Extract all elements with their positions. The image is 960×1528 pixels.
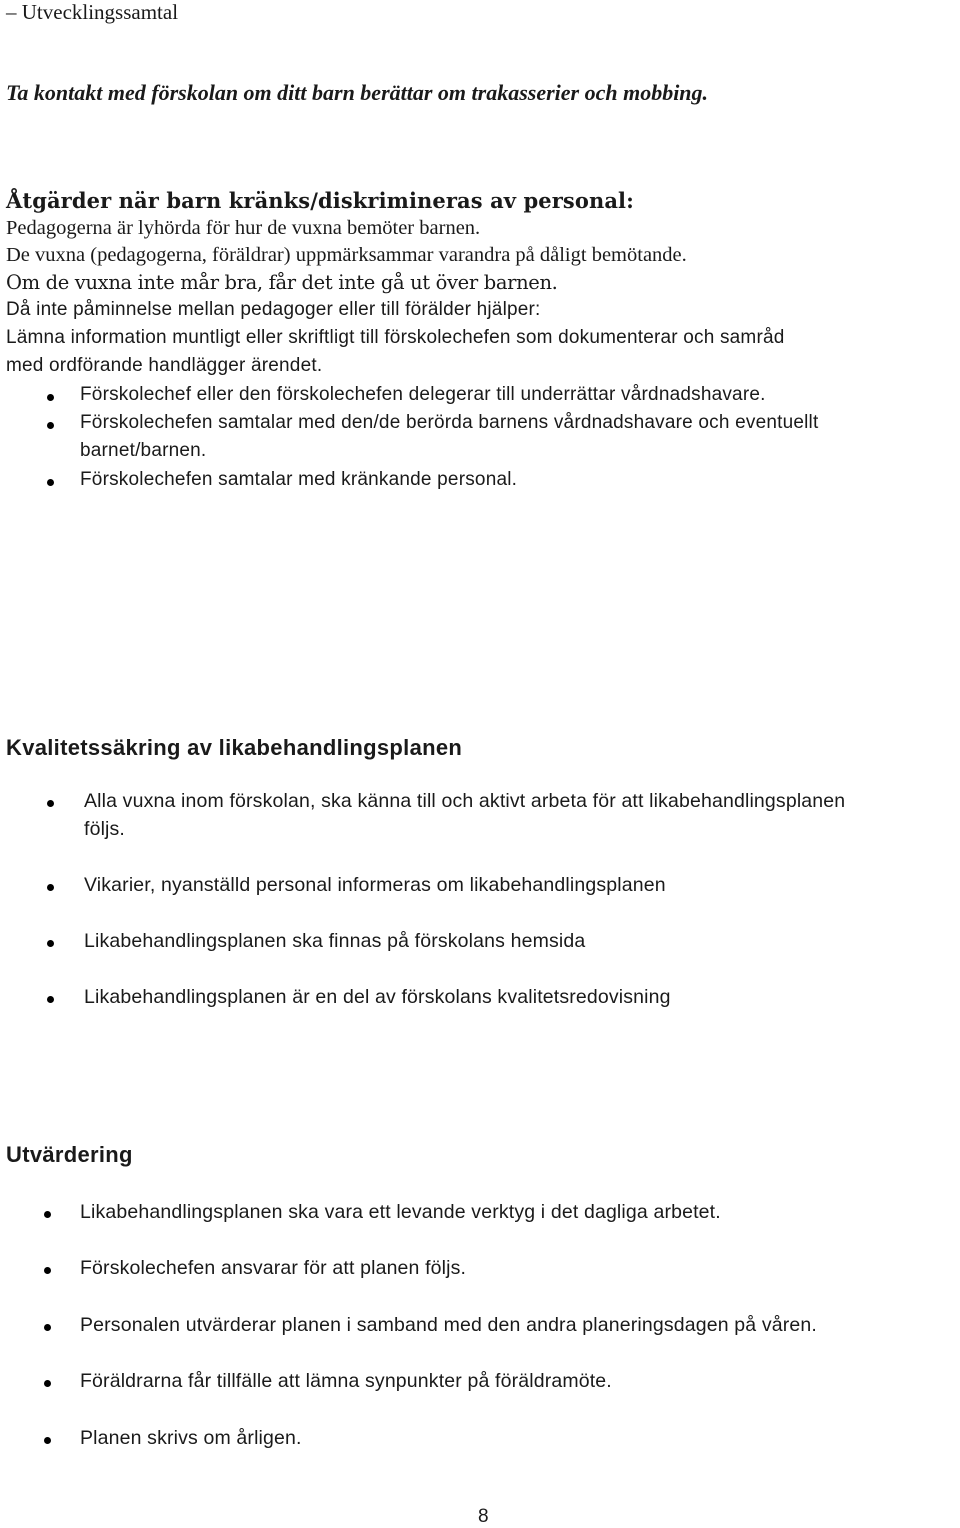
section-heading-staff: Åtgärder när barn kränks/diskrimineras av personal: — [6, 188, 634, 213]
list-item: Likabehandlingsplanen ska finnas på förskolans hemsida — [84, 930, 586, 952]
list-item: Alla vuxna inom förskolan, ska känna till och aktivt arbeta för att likabehandlingsplanen — [84, 790, 846, 812]
list-item: Föräldrarna får tillfälle att lämna synpunkter på föräldramöte. — [80, 1370, 612, 1392]
list-item-continuation: följs. — [84, 818, 125, 840]
bullet-icon — [47, 884, 54, 891]
bullet-icon — [47, 800, 54, 807]
bullet-icon — [44, 1324, 51, 1331]
page-number: 8 — [478, 1506, 489, 1527]
top-fragment-text: – Utvecklingssamtal — [6, 0, 179, 24]
list-item: Vikarier, nyanställd personal informeras om likabehandlingsplanen — [84, 874, 666, 896]
list-item: Förskolechefen ansvarar för att planen följs. — [80, 1257, 467, 1279]
list-item: Likabehandlingsplanen är en del av förskolans kvalitetsredovisning — [84, 986, 671, 1008]
section-heading-quality: Kvalitetssäkring av likabehandlingsplanen — [6, 735, 463, 760]
paragraph-line: Pedagogerna är lyhörda för hur de vuxna bemöter barnen. — [6, 217, 481, 239]
paragraph-line: Om de vuxna inte mår bra, får det inte gå ut över barnen. — [6, 271, 558, 294]
section-heading-evaluation: Utvärdering — [6, 1142, 133, 1167]
paragraph-line: med ordförande handlägger ärendet. — [6, 355, 323, 376]
bullet-icon — [47, 940, 54, 947]
bullet-icon — [47, 479, 54, 486]
bullet-icon — [44, 1267, 51, 1274]
list-item: Förskolechef eller den förskolechefen delegerar till underrättar vårdnadshavare. — [80, 384, 766, 405]
list-item-continuation: barnet/barnen. — [80, 440, 207, 461]
bullet-icon — [47, 394, 54, 401]
italic-note: Ta kontakt med förskolan om ditt barn berättar om trakasserier och mobbing. — [6, 80, 709, 105]
paragraph-line: Då inte påminnelse mellan pedagoger eller till förälder hjälper: — [6, 299, 541, 320]
list-item: Planen skrivs om årligen. — [80, 1427, 302, 1449]
list-item: Förskolechefen samtalar med den/de berörda barnens vårdnadshavare och eventuellt — [80, 412, 819, 433]
bullet-icon — [44, 1437, 51, 1444]
bullet-icon — [44, 1211, 51, 1218]
list-item: Likabehandlingsplanen ska vara ett levande verktyg i det dagliga arbetet. — [80, 1201, 721, 1223]
list-item: Förskolechefen samtalar med kränkande personal. — [80, 469, 518, 490]
paragraph-line: Lämna information muntligt eller skriftligt till förskolechefen som dokumenterar och samråd — [6, 327, 785, 348]
bullet-icon — [47, 996, 54, 1003]
list-item: Personalen utvärderar planen i samband med den andra planeringsdagen på våren. — [80, 1314, 817, 1336]
bullet-icon — [44, 1380, 51, 1387]
bullet-icon — [47, 422, 54, 429]
paragraph-line: De vuxna (pedagogerna, föräldrar) uppmärksammar varandra på dåligt bemötande. — [6, 244, 687, 266]
